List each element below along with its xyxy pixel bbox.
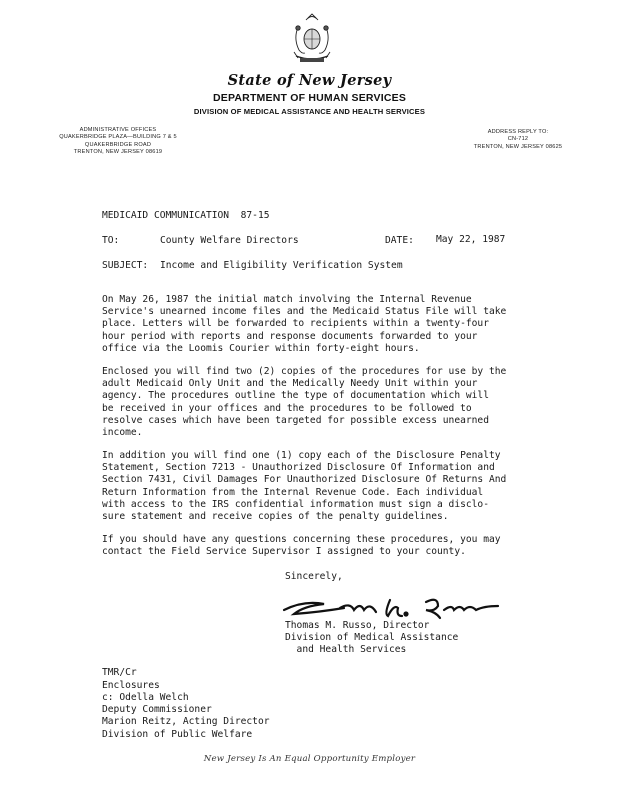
to-label: TO: bbox=[102, 235, 120, 246]
signer-division-2: and Health Services bbox=[285, 644, 407, 655]
state-seal bbox=[288, 12, 336, 68]
date-value: May 22, 1987 bbox=[436, 234, 506, 245]
left-address-line: ADMINISTRATIVE OFFICES bbox=[79, 127, 157, 133]
right-address-line: TRENTON, NEW JERSEY 08625 bbox=[473, 143, 563, 150]
letterhead-division: DIVISION OF MEDICAL ASSISTANCE AND HEALTH SERVICES bbox=[193, 107, 426, 116]
communication-number: MEDICAID COMMUNICATION 87-15 bbox=[102, 210, 270, 221]
body-paragraph-2: Enclosed you will find two (2) copies of the procedures for use by the adult Medicaid Only Unit and the Medically Needy Unit within your agency. The procedures outline the type of documentation which will be received in your offices and the procedures to be followed to resolve cases which have been targeted for possible excess unearned income. bbox=[102, 366, 507, 439]
left-address-line: TRENTON, NEW JERSEY 08619 bbox=[73, 149, 163, 156]
body-paragraph-3: In addition you will find one (1) copy each of the Disclosure Penalty Statement, Section 7213 - Unauthorized Disclosure Of Information and Section 7431, Civil Damages For Unauthorized Disclosure Of Returns And Return Information from the Internal Revenue Code. Each individual with access to the IRS confidential information must sign a disclo- sure statement and receive copies of the penalty guidelines. bbox=[102, 450, 507, 523]
signer-division-1: Division of Medical Assistance bbox=[285, 632, 459, 643]
subject-value: Income and Eligibility Verification System bbox=[160, 260, 403, 271]
signature bbox=[280, 592, 510, 622]
date-label: DATE: bbox=[385, 235, 414, 246]
left-address-line: QUAKERBRIDGE PLAZA—BUILDING 7 & 5 bbox=[59, 134, 177, 141]
right-address bbox=[470, 129, 566, 151]
left-address-line: QUAKERBRIDGE ROAD bbox=[84, 141, 152, 148]
right-address-line: CN-712 bbox=[507, 136, 529, 143]
letterhead-state: State of New Jersey bbox=[227, 72, 392, 89]
signer-name: Thomas M. Russo, Director bbox=[285, 620, 430, 631]
body-paragraph-4: If you should have any questions concerning these procedures, you may contact the Field Service Supervisor I assigned to your county. bbox=[102, 534, 501, 558]
carbon-copy-list: c: Odella Welch Deputy Commissioner Marion Reitz, Acting Director Division of Public Welfare bbox=[102, 692, 270, 740]
enclosures: Enclosures bbox=[102, 680, 160, 691]
letterhead-department: DEPARTMENT OF HUMAN SERVICES bbox=[212, 92, 407, 104]
body-paragraph-1: On May 26, 1987 the initial match involving the Internal Revenue Service's unearned income files and the Medicaid Status File will take place. Letters will be forwarded to recipients within a twenty-four hour period with reports and response documents forwarded to your office via the Loomis Courier within forty-eight hours. bbox=[102, 294, 507, 354]
salutation: Sincerely, bbox=[285, 571, 343, 582]
footer-equal-opportunity: New Jersey Is An Equal Opportunity Employer bbox=[203, 754, 416, 764]
subject-label: SUBJECT: bbox=[102, 260, 149, 271]
initials: TMR/Cr bbox=[102, 667, 137, 678]
right-address-line: ADDRESS REPLY TO: bbox=[487, 129, 549, 135]
left-address bbox=[58, 127, 178, 157]
to-value: County Welfare Directors bbox=[160, 235, 299, 246]
